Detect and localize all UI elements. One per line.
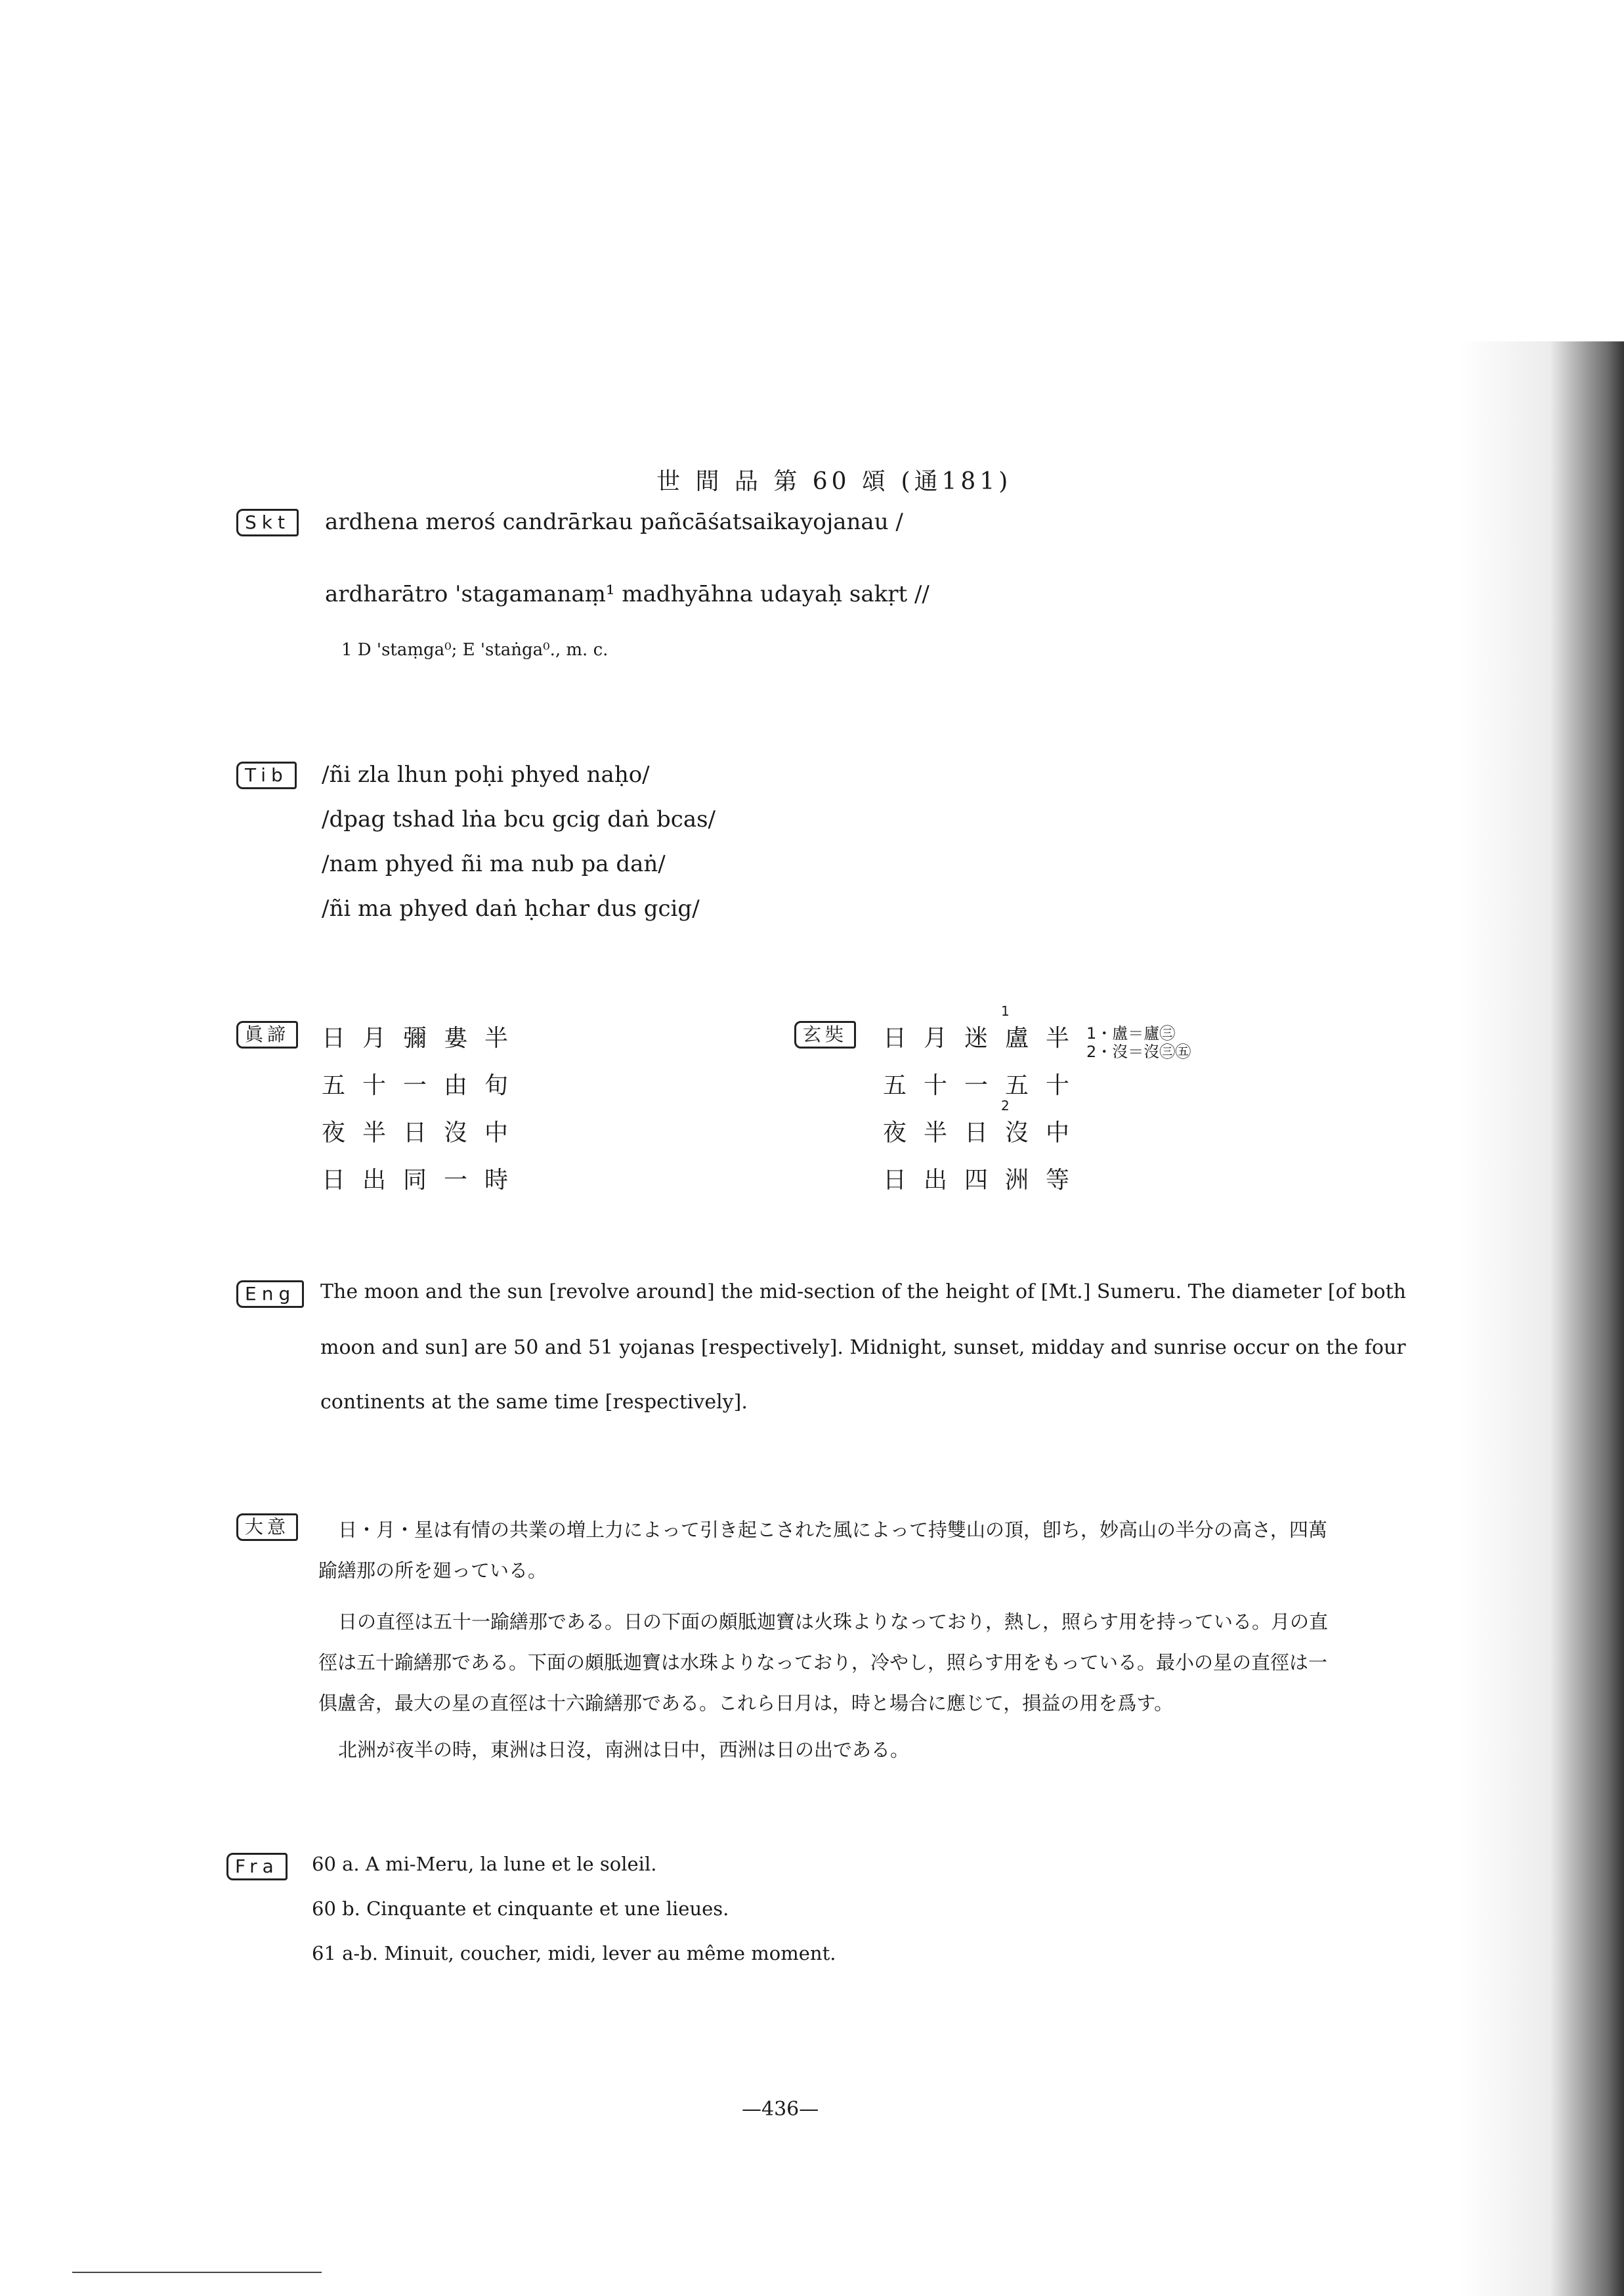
page-number: —436— <box>742 2098 819 2121</box>
zhendi-line-4: 日出同一時 <box>322 1167 526 1194</box>
eng-line-3: continents at the same time [respectively]. <box>320 1391 748 1414</box>
section-tag-eng: Eng <box>236 1280 304 1308</box>
fra-line-2: 60 b. Cinquante et cinquante et une lieues. <box>312 1897 729 1920</box>
taii-line-4: 徑は五十踰繕那である。下面の頗胝迦寶は水珠よりなっており，冷やし，照らす用をもっている。最小の星の直徑は一 <box>318 1651 1328 1674</box>
xuanzang-line-3: 夜半日沒中 <box>883 1119 1087 1146</box>
eng-line-1: The moon and the sun [revolve around] the mid-section of the height of [Mt.] Sumeru. The diameter [of both <box>320 1280 1406 1303</box>
zhendi-line-1: 日月彌婁半 <box>322 1025 526 1052</box>
xuanzang-line-2: 五十一五十 <box>883 1072 1087 1099</box>
xuanzang-superscript-2: 2 <box>1001 1098 1010 1114</box>
skt-line-1: ardhena meroś candrārkau pañcāśatsaikayojanau / <box>325 509 903 535</box>
xuanzang-variant-notes: 1・盧＝廬㊂ 2・沒＝沒㊂㊄ <box>1086 1024 1191 1061</box>
skt-footnote: 1 D 'staṃga⁰; E 'staṅga⁰., m. c. <box>341 640 609 660</box>
tib-line-4: /ñi ma phyed daṅ ḥchar dus gcig/ <box>322 896 700 922</box>
section-tag-xuanzang: 玄奘 <box>794 1021 856 1049</box>
skt-line-2: ardharātro 'stagamanaṃ¹ madhyāhna udayaḥ sakṛt // <box>325 581 930 607</box>
section-tag-taii: 大意 <box>236 1513 298 1541</box>
section-tag-skt: Skt <box>236 509 299 536</box>
taii-line-3: 日の直徑は五十一踰繕那である。日の下面の頗胝迦寶は火珠よりなっており，熱し，照らす用を持っている。月の直 <box>338 1611 1329 1633</box>
tib-line-1: /ñi zla lhun poḥi phyed naḥo/ <box>322 762 650 788</box>
eng-line-2: moon and sun] are 50 and 51 yojanas [respectively]. Midnight, sunset, midday and sunrise occur on the four <box>320 1336 1406 1359</box>
xuanzang-line-4: 日出四洲等 <box>883 1167 1087 1194</box>
taii-line-5: 俱盧舍，最大の星の直徑は十六踰繕那である。これら日月は，時と場合に應じて，損益の用を爲す。 <box>318 1692 1174 1714</box>
section-tag-zhendi: 眞諦 <box>236 1021 298 1049</box>
tib-line-2: /dpag tshad lṅa bcu gcig daṅ bcas/ <box>322 806 716 833</box>
zhendi-line-2: 五十一由旬 <box>322 1072 526 1099</box>
verse-heading: 世 間 品 第 60 頌 (通181) <box>656 468 1012 495</box>
taii-line-1: 日・月・星は有情の共業の増上力によって引き起こされた風によって持雙山の頂，卽ち，妙高山の半分の高さ，四萬 <box>338 1519 1327 1541</box>
taii-line-6: 北洲が夜半の時，東洲は日沒，南洲は日中，西洲は日の出である。 <box>338 1739 910 1761</box>
zhendi-line-3: 夜半日沒中 <box>322 1119 526 1146</box>
section-tag-fra: Fra <box>226 1853 288 1880</box>
xuanzang-superscript-1: 1 <box>1001 1003 1010 1019</box>
fra-line-1: 60 a. A mi-Meru, la lune et le soleil. <box>312 1853 657 1875</box>
section-tag-tib: Tib <box>236 762 297 789</box>
scan-edge-shadow <box>1460 341 1624 2296</box>
xuanzang-line-1: 日月迷盧半 <box>883 1025 1087 1052</box>
taii-line-2: 踰繕那の所を廻っている。 <box>318 1559 547 1582</box>
tib-line-3: /nam phyed ñi ma nub pa daṅ/ <box>322 851 666 877</box>
scan-bottom-rule <box>72 2272 322 2273</box>
fra-line-3: 61 a-b. Minuit, coucher, midi, lever au même moment. <box>312 1942 836 1964</box>
